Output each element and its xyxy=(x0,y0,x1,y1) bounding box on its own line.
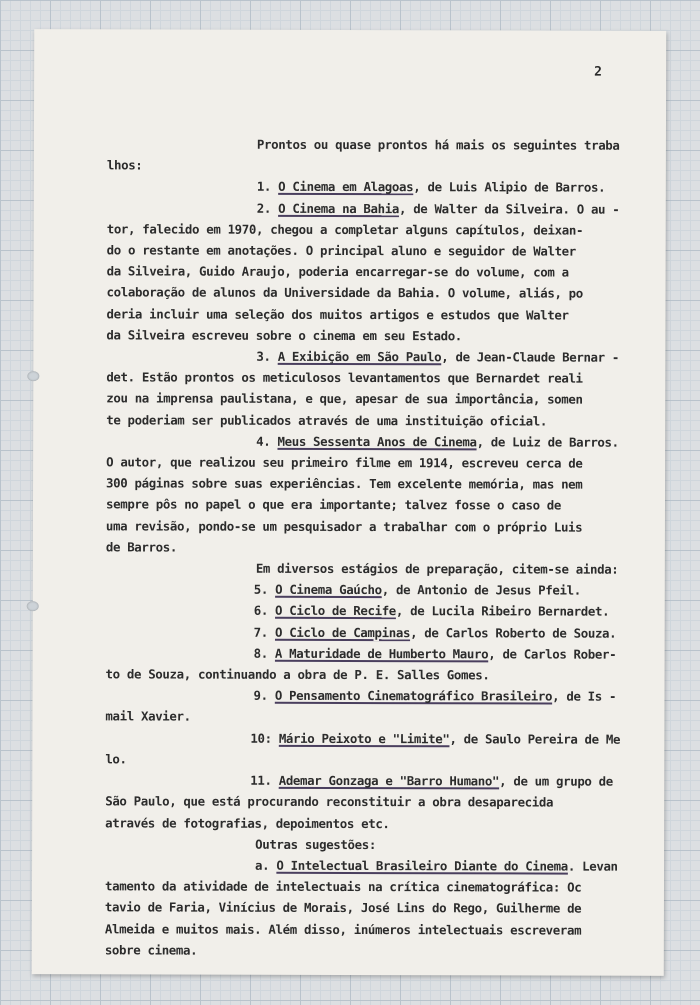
text-line: mail Xavier. xyxy=(105,708,191,725)
text-line: Almeida e muitos mais. Além disso, inúmeros intelectuais escreveram xyxy=(104,920,582,938)
text-line: de Barros. xyxy=(105,539,178,555)
item-number: 9. xyxy=(253,688,275,704)
text-line xyxy=(105,854,645,877)
item-number: 6. xyxy=(253,603,276,619)
text-line: lo. xyxy=(105,751,127,767)
item-description: , de Jean-Claude Bernar - xyxy=(441,349,620,365)
text-line: lhos: xyxy=(106,157,143,173)
text-line: sempre pôs no papel o que era importante; talvez fosse o caso de xyxy=(105,496,562,514)
text-line xyxy=(106,621,646,644)
text-line: uma revisão, pondo-se um pesquisador a trabalhar com o próprio Luis xyxy=(105,518,583,535)
text-line: to de Souza, continuando a obra de P. E. Salles Gomes. xyxy=(105,666,490,683)
item-number: 7. xyxy=(253,624,276,640)
item-number: 11. xyxy=(250,772,279,788)
item-number: 1. xyxy=(256,179,279,195)
text-line: deria incluir uma seleção dos muitos artigos e estudos que Walter xyxy=(106,305,569,323)
item-description: , de Luis Alipio de Barros. xyxy=(413,179,606,196)
item-description: , de Carlos Rober- xyxy=(488,646,617,662)
text-line xyxy=(106,579,646,602)
text-line xyxy=(106,430,646,453)
work-title: A Maturidade de Humberto Mauro xyxy=(274,645,489,662)
text-line xyxy=(107,176,647,199)
work-title: O Cinema Gaúcho xyxy=(275,582,382,598)
item-description: , de Antonio de Jesus Pfeil. xyxy=(381,582,581,598)
item-number: 2. xyxy=(256,200,279,216)
typewritten-text xyxy=(105,133,647,961)
item-description: , de Walter da Silveira. O au - xyxy=(398,200,620,217)
text-line: colaboração de alunos da Universidade da Bahia. O volume, aliás, po xyxy=(106,284,583,302)
work-title: O Cinema na Bahia xyxy=(278,200,400,216)
item-description: , de Is - xyxy=(552,688,617,704)
text-line: através de fotografias, depoimentos etc. xyxy=(105,814,390,831)
text-line: det. Estão prontos os meticulosos levantamentos que Bernardet reali xyxy=(106,369,583,386)
text-line: tavio de Faria, Vinícius de Morais, José Lins do Rego, Guilherme de xyxy=(104,899,582,916)
text-line: tor, falecido em 1970, chegou a completar alguns capítulos, deixan- xyxy=(106,221,584,238)
item-description: , de Carlos Roberto de Souza. xyxy=(410,624,617,641)
text-line: 300 páginas sobre suas experiências. Tem excelente memória, mas nem xyxy=(106,475,583,492)
text-line: da Silveira, Guido Araujo, poderia encarregar-se do volume, com a xyxy=(106,263,569,280)
text-line: sobre cinema. xyxy=(104,942,198,958)
text-line xyxy=(105,727,645,750)
text-line: O autor, que realizou seu primeiro filme em 1914, escreveu cerca de xyxy=(106,454,583,471)
item-description: , de um grupo de xyxy=(499,773,613,789)
work-title: Ademar Gonzaga e "Barro Humano" xyxy=(278,772,500,789)
punch-hole xyxy=(27,601,39,611)
text-line: do o restante em anotações. O principal aluno e seguidor de Walter xyxy=(106,242,576,259)
text-line xyxy=(105,769,645,792)
text-line: da Silveira escreveu sobre o cinema em seu Estado. xyxy=(106,327,462,344)
item-number: 4. xyxy=(256,433,278,449)
text-line: tamento da atividade de intelectuais na crítica cinematográfica: Oc xyxy=(104,878,582,895)
item-number: 10: xyxy=(250,730,279,746)
text-line: te poderiam ser publicados através de uma instituição oficial. xyxy=(106,412,548,429)
work-title: A Exibição em São Paulo xyxy=(277,348,442,365)
text-line: Outras sugestões: xyxy=(255,836,376,852)
text-line xyxy=(106,345,646,368)
text-line xyxy=(105,685,645,708)
item-number: 8. xyxy=(253,645,275,661)
item-description: , de Lucila Ribeiro Bernardet. xyxy=(395,603,610,620)
text-line xyxy=(107,197,647,220)
text-line: Prontos ou quase prontos há mais os seguintes traba xyxy=(256,136,620,153)
work-title: Meus Sessenta Anos de Cinema xyxy=(277,433,477,450)
work-title: O Pensamento Cinematográfico Brasileiro xyxy=(274,688,553,704)
document-page xyxy=(32,29,666,976)
item-number: 5. xyxy=(253,582,276,598)
text-line: São Paulo, que está procurando reconstituir a obra desaparecida xyxy=(105,793,554,810)
punch-hole xyxy=(27,371,39,381)
text-line: zou na imprensa paulistana, e que, apesar de sua importância, somen xyxy=(106,390,583,408)
text-line xyxy=(106,642,646,665)
item-description: . Levan xyxy=(567,858,618,874)
text-line xyxy=(106,600,646,623)
work-title: O Ciclo de Recife xyxy=(275,603,396,619)
work-title: O Cinema em Alagoas xyxy=(278,179,414,195)
work-title: O Intelectual Brasileiro Diante do Cinema xyxy=(276,857,568,874)
page-number: 2 xyxy=(594,64,602,80)
item-number: 3. xyxy=(256,348,278,364)
item-description: , de Luiz de Barros. xyxy=(476,434,619,450)
work-title: O Ciclo de Campinas xyxy=(274,624,411,640)
item-number: a. xyxy=(255,857,277,873)
item-description: , de Saulo Pereira de Me xyxy=(449,730,621,747)
work-title: Mário Peixoto e "Limite" xyxy=(278,730,450,746)
text-line: Em diversos estágios de preparação, citem-se ainda: xyxy=(255,560,619,577)
